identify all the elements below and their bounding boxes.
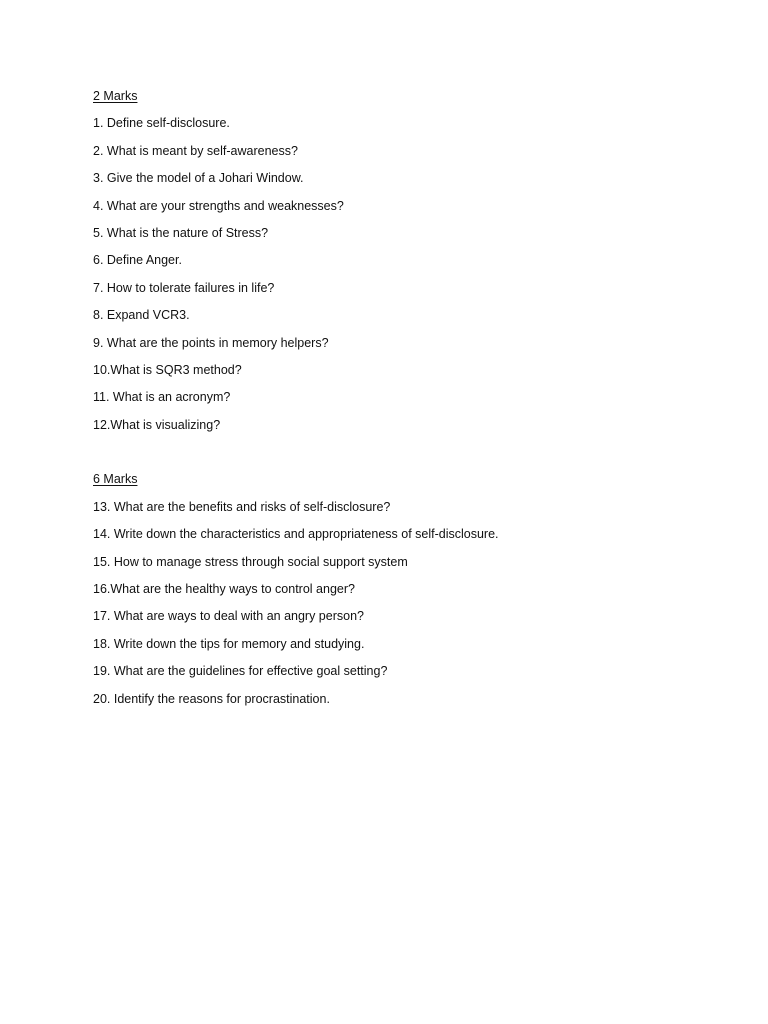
question-item: 6. Define Anger. (93, 253, 182, 268)
question-item: 9. What are the points in memory helpers? (93, 335, 329, 350)
question-item: 12.What is visualizing? (93, 417, 221, 432)
question-item: 5. What is the nature of Stress? (93, 225, 269, 240)
question-item: 4. What are your strengths and weaknesses? (93, 198, 344, 213)
question-item: 8. Expand VCR3. (93, 308, 190, 323)
question-item: 2. What is meant by self-awareness? (93, 143, 298, 158)
section-heading: 6 Marks (93, 472, 138, 487)
question-item: 11. What is an acronym? (93, 390, 231, 405)
question-item: 13. What are the benefits and risks of self-disclosure? (93, 499, 391, 514)
question-item: 14. Write down the characteristics and appropriateness of self-disclosure. (93, 527, 499, 542)
question-item: 18. Write down the tips for memory and studying. (93, 636, 365, 651)
section-heading: 2 Marks (93, 89, 138, 103)
question-item: 17. What are ways to deal with an angry person? (93, 609, 364, 624)
question-list (93, 497, 733, 709)
question-item: 16.What are the healthy ways to control anger? (93, 582, 355, 597)
question-item: 1. Define self-disclosure. (93, 116, 230, 131)
question-bank (93, 86, 733, 716)
question-item: 19. What are the guidelines for effective goal setting? (93, 664, 388, 679)
section-spacer (93, 442, 733, 469)
section-2-marks (93, 86, 733, 435)
question-item: 7. How to tolerate failures in life? (93, 280, 275, 295)
section-6-marks (93, 469, 733, 708)
question-item: 10.What is SQR3 method? (93, 362, 242, 377)
question-item: 20. Identify the reasons for procrastination. (93, 691, 330, 706)
question-item: 15. How to manage stress through social support system (93, 554, 408, 569)
question-list (93, 113, 733, 434)
question-item: 3. Give the model of a Johari Window. (93, 171, 304, 186)
